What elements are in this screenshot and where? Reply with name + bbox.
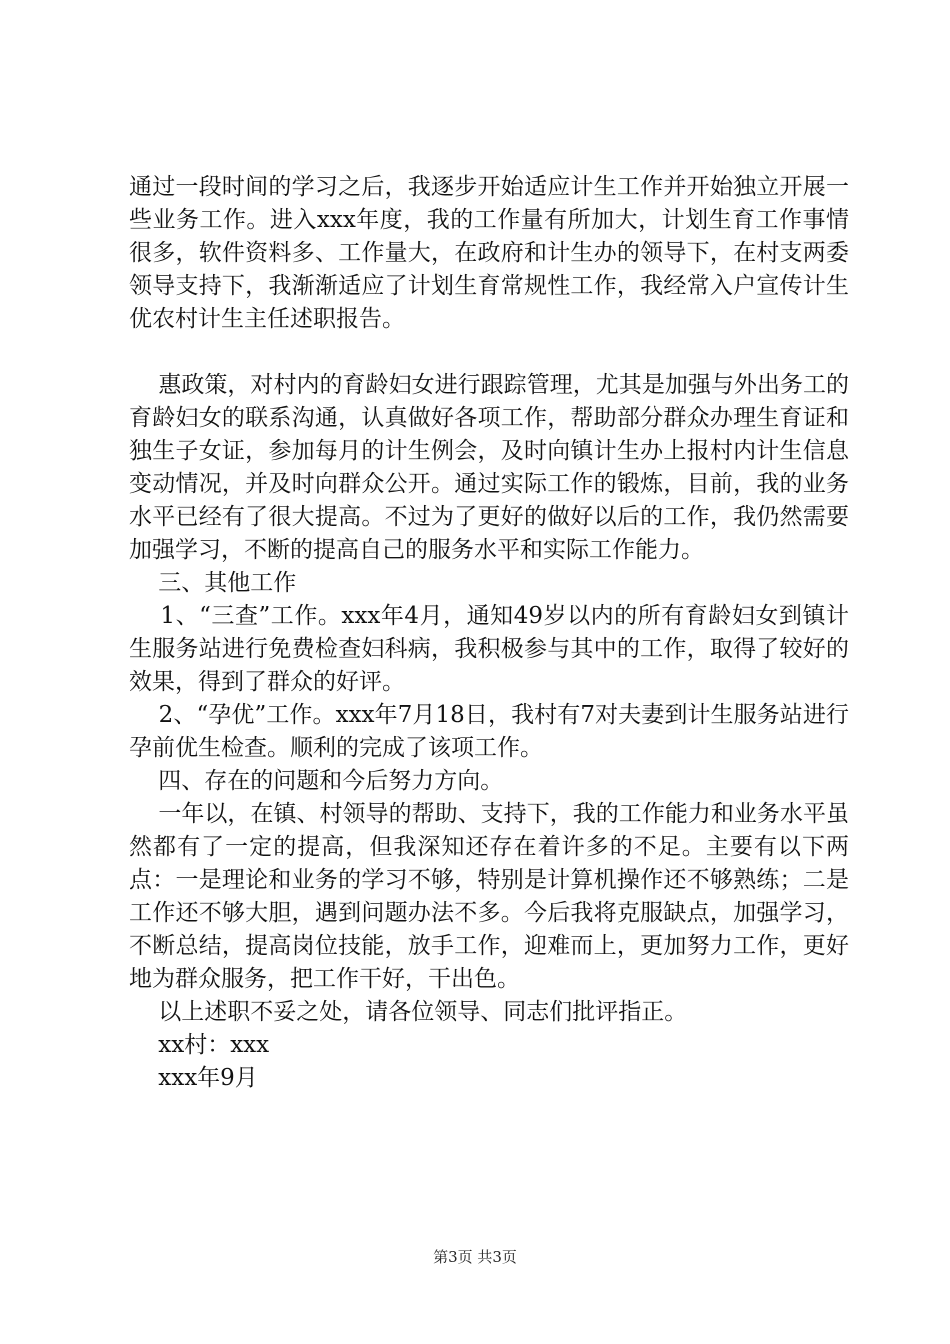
document-body xyxy=(129,171,849,1095)
paragraph-pregnancy-check: 2、“孕优”工作。xxx年7月18日，我村有7对夫妻到计生服务站进行孕前优生检查。顺利的完成了该项工作。 xyxy=(129,702,849,761)
signature-name: xx村：xxx xyxy=(129,1032,270,1058)
paragraph-closing: 以上述职不妥之处，请各位领导、同志们批评指正。 xyxy=(129,999,688,1025)
paragraph-three-checks: 1、“三查”工作。xxx年4月，通知49岁以内的所有育龄妇女到镇计生服务站进行免费检查妇科病，我积极参与其中的工作，取得了较好的效果，得到了群众的好评。 xyxy=(129,603,849,695)
paragraph-intro: 通过一段时间的学习之后，我逐步开始适应计生工作并开始独立开展一些业务工作。进入xxx年度，我的工作量有所加大，计划生育工作事情很多，软件资料多、工作量大，在政府和计生办的领导下，在村支两委领导支持下，我渐渐适应了计划生育常规性工作，我经常入户宣传计生优农村计生主任述职报告。 xyxy=(129,174,849,332)
page-number: 第3页 共3页 xyxy=(433,1248,517,1266)
signature-date: xxx年9月 xyxy=(129,1065,258,1091)
section-heading-other-work: 三、其他工作 xyxy=(129,570,297,596)
paragraph-policy: 惠政策，对村内的育龄妇女进行跟踪管理，尤其是加强与外出务工的育龄妇女的联系沟通，认真做好各项工作，帮助部分群众办理生育证和独生子女证，参加每月的计生例会，及时向镇计生办上报村内计生信息变动情况，并及时向群众公开。通过实际工作的锻炼，目前，我的业务水平已经有了很大提高。不过为了更好的做好以后的工作，我仍然需要加强学习，不断的提高自己的服务水平和实际工作能力。 xyxy=(129,372,850,563)
section-heading-problems: 四、存在的问题和今后努力方向。 xyxy=(129,768,504,794)
paragraph-gap xyxy=(129,336,849,369)
paragraph-problems: 一年以，在镇、村领导的帮助、支持下，我的工作能力和业务水平虽然都有了一定的提高，但我深知还存在着许多的不足。主要有以下两点：一是理论和业务的学习不够，特别是计算机操作还不够熟练；二是工作还不够大胆，遇到问题办法不多。今后我将克服缺点，加强学习，不断总结，提高岗位技能，放手工作，迎难而上，更加努力工作，更好地为群众服务，把工作干好，干出色。 xyxy=(129,801,850,992)
